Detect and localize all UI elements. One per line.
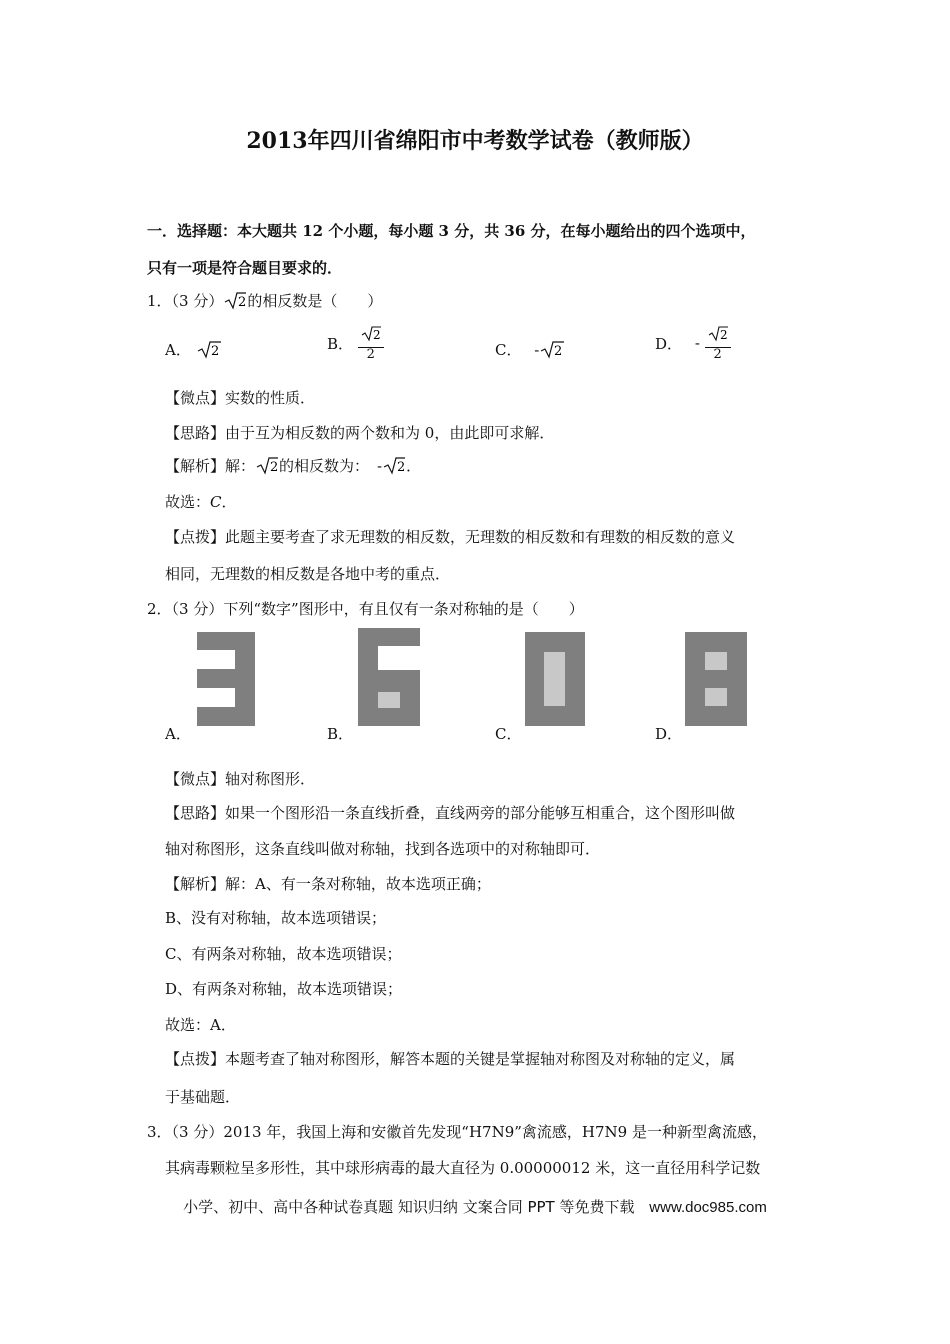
tip-text: 本题考查了轴对称图形，解答本题的关键是掌握轴对称图及对称轴的定义，属: [225, 1050, 736, 1068]
q1-stem-suffix: 的相反数是（ ）: [247, 292, 383, 310]
q1-option-d-label: D．: [655, 334, 683, 353]
q3-line1: [147, 1121, 767, 1142]
q3-number: 3．: [147, 1123, 172, 1141]
idea-label: 【思路】: [165, 804, 226, 822]
section-header-line2: 只有一项是符合题目要求的．: [147, 259, 343, 277]
digit-0-figure: [525, 632, 585, 726]
tip-label: 【点拨】: [165, 528, 226, 546]
svg-text:2: 2: [210, 344, 219, 359]
analysis-label: 【解析】: [165, 457, 226, 475]
footer: [0, 1196, 950, 1217]
analysis-prefix: 解：: [225, 457, 256, 475]
q2-tip-line2: 于基础题．: [165, 1088, 241, 1106]
q1-answer: 故选：C．: [165, 493, 237, 511]
q2-option-a-label: A．: [165, 725, 191, 743]
section-header-line1: 一．选择题：本大题共 12 个小题，每小题 3 分，共 36 分，在每小题给出的四个选项中，: [147, 222, 756, 240]
idea-text: 由于互为相反数的两个数和为 0，由此即可求解．: [225, 424, 555, 442]
svg-text:2: 2: [397, 460, 406, 475]
q2-option-c-label: C．: [495, 725, 522, 743]
sqrt2-symbol: [255, 455, 279, 479]
tip-text: 此题主要考查了求无理数的相反数，无理数的相反数和有理数的相反数的意义: [225, 528, 736, 546]
analysis-text: 解：A、有一条对称轴，故本选项正确；: [225, 875, 491, 893]
point-text: 实数的性质．: [225, 389, 316, 407]
idea-text: 如果一个图形沿一条直线折叠，直线两旁的部分能够互相重合，这个图形叫做: [225, 804, 736, 822]
q1-option-c-label: C．: [495, 341, 522, 359]
footer-url[interactable]: www.doc985.com: [649, 1199, 767, 1216]
q2-analysis-c: C、有两条对称轴，故本选项错误；: [165, 945, 402, 963]
sqrt2-symbol: [539, 338, 565, 364]
point-text: 轴对称图形．: [225, 770, 316, 788]
q2-analysis-d: D、有两条对称轴，故本选项错误；: [165, 980, 403, 998]
q2-analysis-b: B、没有对称轴，故本选项错误；: [165, 909, 387, 927]
q1-stem: [147, 290, 382, 314]
q1-number: 1．: [147, 292, 172, 310]
idea-label: 【思路】: [165, 424, 226, 442]
fraction-sqrt2-over-2: $\frac{2}{2}$: [705, 324, 731, 363]
q1-tip-line2: 相同，无理数的相反数是各地中考的重点．: [165, 565, 451, 583]
q2-analysis-a: [165, 873, 491, 894]
q3-line2: 其病毒颗粒呈多形性，其中球形病毒的最大直径为 0.00000012 米，这一直径用科学记数: [165, 1159, 761, 1177]
q2-idea-line1: [165, 802, 735, 823]
q1-point: [165, 387, 315, 408]
q1-option-a: [165, 338, 222, 364]
answer-prefix: 故选：: [165, 493, 211, 511]
svg-text:2: 2: [554, 344, 563, 359]
q1-option-c: C． - 2: [495, 338, 565, 364]
svg-text:2: 2: [719, 328, 728, 342]
q1-option-b: [327, 324, 384, 363]
q2-answer: 故选：A．: [165, 1016, 236, 1034]
q3-line1-text: （3 分）2013 年，我国上海和安徽首先发现“H7N9”禽流感，H7N9 是一种新型禽流感，: [171, 1123, 767, 1141]
q1-idea: [165, 422, 554, 443]
page-title: 2013年四川省绵阳市中考数学试卷（教师版）: [246, 128, 704, 154]
q2-stem: [147, 598, 584, 619]
q2-option-d-label: D．: [655, 725, 683, 743]
q2-stem-text: 下列“数字”图形中，有且仅有一条对称轴的是（ ）: [223, 600, 584, 618]
answer-value: C: [210, 493, 222, 511]
q2-number: 2．: [147, 600, 172, 618]
svg-text:2: 2: [270, 460, 279, 475]
tip-label: 【点拨】: [165, 1050, 226, 1068]
svg-text:2: 2: [238, 295, 247, 310]
fraction-sqrt2-over-2: $\frac{2}{2}$: [358, 324, 384, 363]
sqrt2-symbol: [196, 338, 222, 364]
q1-score: （3 分）: [171, 292, 224, 310]
analysis-label: 【解析】: [165, 875, 226, 893]
q2-tip-line1: [165, 1048, 735, 1069]
q1-tip-line1: [165, 526, 735, 547]
q1-analysis: 【解析】解： 2 的相反数为： - 2 ．: [165, 455, 421, 479]
digit-3-figure: [197, 632, 255, 726]
analysis-mid: 的相反数为：: [279, 457, 370, 475]
q2-score: （3 分）: [171, 600, 224, 618]
sqrt2-symbol: [382, 455, 406, 479]
q1-option-d: D． - $\frac{2}{2}$: [655, 324, 731, 363]
q2-point: [165, 768, 315, 789]
q1-option-b-label: B．: [327, 334, 354, 353]
q1-option-a-label: A．: [165, 341, 191, 359]
svg-text:2: 2: [372, 328, 381, 342]
digit-8-figure: [685, 632, 747, 726]
point-label: 【微点】: [165, 770, 226, 788]
footer-text: 小学、初中、高中各种试卷真题 知识归纳 文案合同 PPT 等免费下载: [183, 1198, 635, 1216]
q2-option-b-label: B．: [327, 725, 354, 743]
point-label: 【微点】: [165, 389, 226, 407]
digit-6-figure: [358, 628, 420, 726]
q2-idea-line2: 轴对称图形，这条直线叫做对称轴，找到各选项中的对称轴即可．: [165, 840, 601, 858]
sqrt2-symbol: [223, 290, 247, 314]
